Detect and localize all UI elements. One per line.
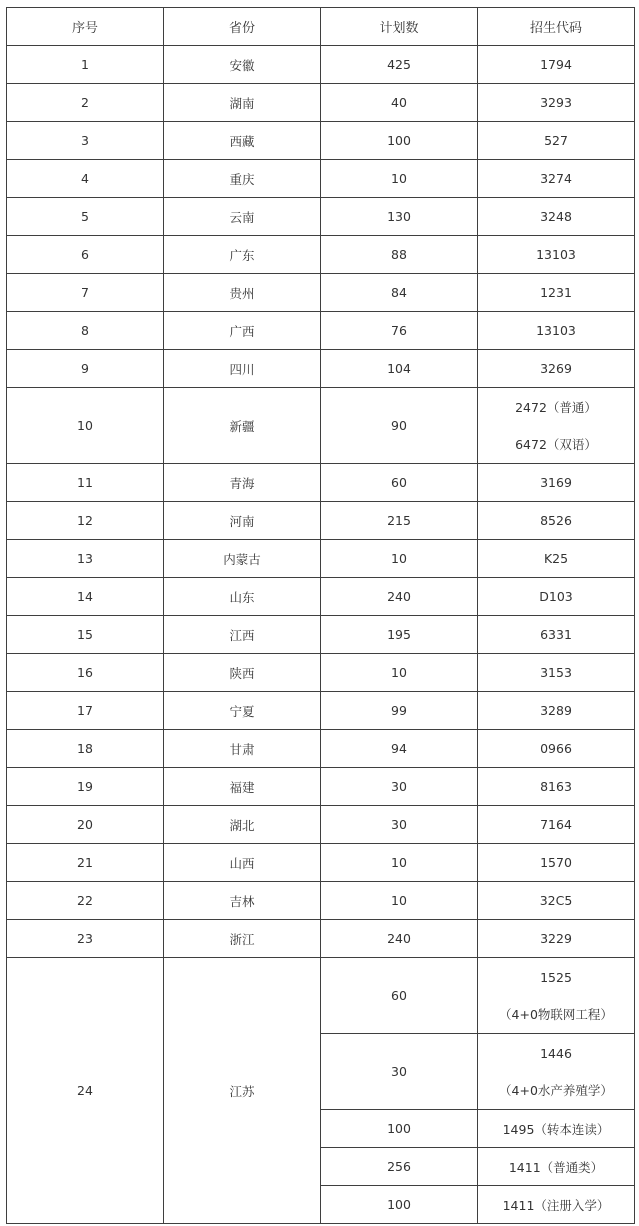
cell-no: 3 [7,122,164,160]
cell-no: 10 [7,388,164,464]
header-code: 招生代码 [478,8,635,46]
table-row [7,160,635,198]
table-row [7,312,635,350]
cell-no: 8 [7,312,164,350]
cell-code: 0966 [478,730,635,768]
table-row [7,464,635,502]
cell-no: 18 [7,730,164,768]
cell-plan: 76 [321,312,478,350]
table-row [7,958,635,1034]
cell-no: 9 [7,350,164,388]
enrollment-plan-table [6,7,635,1224]
cell-plan: 40 [321,84,478,122]
table-row [7,882,635,920]
cell-code: 3169 [478,464,635,502]
cell-no: 24 [7,958,164,1224]
cell-province: 新疆 [164,388,321,464]
cell-province: 四川 [164,350,321,388]
cell-code: 1794 [478,46,635,84]
cell-code-line: 1525 [540,969,572,985]
cell-plan: 100 [321,1186,478,1224]
cell-no: 4 [7,160,164,198]
cell-code: 3229 [478,920,635,958]
cell-plan: 30 [321,768,478,806]
table-row [7,198,635,236]
table-row [7,236,635,274]
cell-plan: 10 [321,654,478,692]
cell-plan: 100 [321,122,478,160]
cell-code: 1411（注册入学） [478,1186,635,1224]
table-row [7,692,635,730]
cell-code-line: （4+0物联网工程） [499,1006,613,1022]
cell-no: 1 [7,46,164,84]
cell-no: 6 [7,236,164,274]
cell-code-line: （4+0水产养殖学） [499,1082,613,1098]
table-row [7,730,635,768]
cell-province: 湖南 [164,84,321,122]
cell-province: 吉林 [164,882,321,920]
cell-plan: 256 [321,1148,478,1186]
cell-code: 1231 [478,274,635,312]
cell-province: 山东 [164,578,321,616]
cell-plan: 60 [321,958,478,1034]
cell-province: 陕西 [164,654,321,692]
cell-code [478,1034,635,1110]
cell-no: 23 [7,920,164,958]
cell-no: 14 [7,578,164,616]
cell-plan: 30 [321,1034,478,1110]
table-row [7,578,635,616]
cell-code: 3293 [478,84,635,122]
cell-code: 13103 [478,236,635,274]
cell-code: 6331 [478,616,635,654]
table-row [7,502,635,540]
cell-plan: 30 [321,806,478,844]
cell-plan: 88 [321,236,478,274]
cell-code [478,388,635,464]
cell-code: 7164 [478,806,635,844]
table-row [7,920,635,958]
cell-plan: 10 [321,160,478,198]
cell-plan: 425 [321,46,478,84]
cell-no: 13 [7,540,164,578]
cell-no: 17 [7,692,164,730]
cell-plan: 100 [321,1110,478,1148]
cell-code: 3274 [478,160,635,198]
cell-plan: 84 [321,274,478,312]
cell-no: 7 [7,274,164,312]
cell-code [478,958,635,1034]
cell-plan: 130 [321,198,478,236]
cell-code-line: 1446 [540,1045,572,1061]
cell-plan: 240 [321,578,478,616]
table-row [7,768,635,806]
cell-no: 12 [7,502,164,540]
cell-province: 贵州 [164,274,321,312]
cell-province: 安徽 [164,46,321,84]
table-row [7,616,635,654]
cell-province: 湖北 [164,806,321,844]
cell-no: 21 [7,844,164,882]
cell-province: 青海 [164,464,321,502]
table-row [7,654,635,692]
cell-province: 江西 [164,616,321,654]
cell-code: 1411（普通类） [478,1148,635,1186]
cell-province: 云南 [164,198,321,236]
cell-plan: 10 [321,882,478,920]
cell-province: 重庆 [164,160,321,198]
table-row [7,388,635,464]
cell-no: 19 [7,768,164,806]
header-plan: 计划数 [321,8,478,46]
header-no: 序号 [7,8,164,46]
cell-province: 江苏 [164,958,321,1224]
cell-code: 1495（转本连读） [478,1110,635,1148]
table-row [7,84,635,122]
cell-plan: 240 [321,920,478,958]
table-row [7,350,635,388]
cell-plan: 215 [321,502,478,540]
table-row [7,122,635,160]
cell-code: 3289 [478,692,635,730]
cell-no: 2 [7,84,164,122]
cell-code: 13103 [478,312,635,350]
table-row [7,274,635,312]
cell-plan: 10 [321,844,478,882]
cell-plan: 10 [321,540,478,578]
table-row [7,46,635,84]
cell-province: 内蒙古 [164,540,321,578]
cell-code-line: 6472（双语） [515,436,597,452]
cell-code: 3269 [478,350,635,388]
cell-code: 8526 [478,502,635,540]
cell-code: 3153 [478,654,635,692]
cell-province: 西藏 [164,122,321,160]
cell-code: 3248 [478,198,635,236]
cell-plan: 195 [321,616,478,654]
cell-code: 1570 [478,844,635,882]
table-row [7,540,635,578]
cell-province: 宁夏 [164,692,321,730]
cell-code: D103 [478,578,635,616]
cell-plan: 99 [321,692,478,730]
header-province: 省份 [164,8,321,46]
cell-province: 福建 [164,768,321,806]
cell-province: 广东 [164,236,321,274]
cell-plan: 60 [321,464,478,502]
cell-province: 浙江 [164,920,321,958]
table-header-row [7,8,635,46]
cell-code-line: 2472（普通） [515,399,597,415]
cell-code: 32C5 [478,882,635,920]
cell-no: 16 [7,654,164,692]
cell-plan: 90 [321,388,478,464]
cell-code: 8163 [478,768,635,806]
cell-province: 山西 [164,844,321,882]
table-row [7,844,635,882]
cell-province: 河南 [164,502,321,540]
cell-plan: 104 [321,350,478,388]
cell-code: 527 [478,122,635,160]
cell-no: 11 [7,464,164,502]
cell-no: 5 [7,198,164,236]
cell-no: 15 [7,616,164,654]
cell-province: 甘肃 [164,730,321,768]
cell-no: 20 [7,806,164,844]
cell-plan: 94 [321,730,478,768]
table-row [7,806,635,844]
cell-code: K25 [478,540,635,578]
cell-province: 广西 [164,312,321,350]
cell-no: 22 [7,882,164,920]
